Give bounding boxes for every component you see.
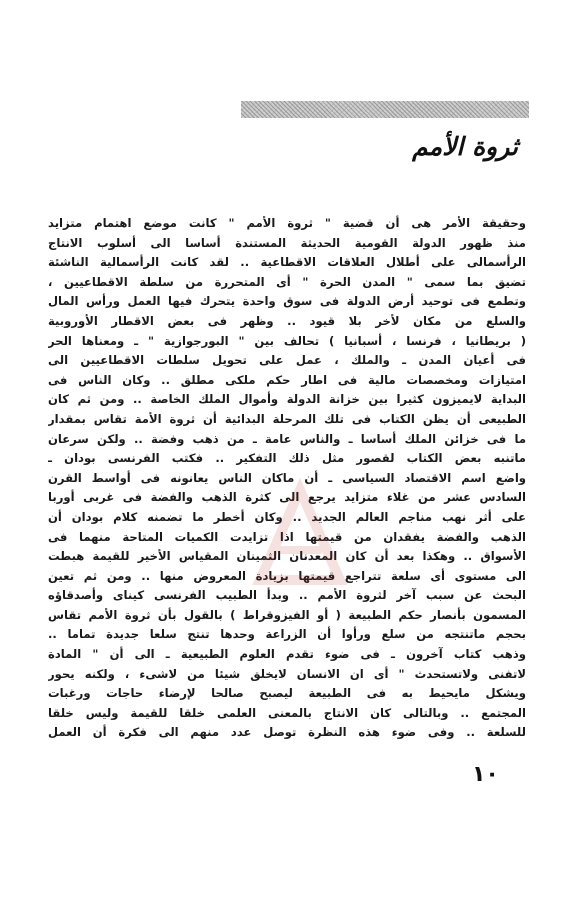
text-line: السادس عشر من غلاء متزايد يرجع الى كثرة الذهب والفضة فى غربى أوربا: [48, 490, 526, 505]
text-line: الأسواق .. وهكذا بعد أن كان المعدنان الثمينان المقياس الأخير للقيمة هبطت: [48, 549, 526, 564]
text-line: لاتفنى ولاتستحدث " أى ان الانسان لايخلق شيئا من لاشىء ، ولكنه يحور: [48, 666, 526, 681]
text-line: للسلعة .. وفى ضوء هذه النظرة توصل عدد منهم الى فكرة أن العمل: [48, 725, 526, 740]
text-line: وحقيقة الأمر هى أن قضية " ثروة الأمم " كانت موضع اهتمام متزايد: [48, 216, 526, 230]
page-number: ١٠: [472, 762, 499, 787]
text-line: وذهب كتاب آخرون ـ فى ضوء تقدم العلوم الطبيعية ـ الى أن " المادة: [48, 647, 526, 662]
text-line: بحجم ماتنتجه من سلع ورأوا أن الزراعة وحدها تنتج سلعا جديدة تماما ..: [48, 627, 526, 642]
text-line: ( بريطانيا ، فرنسا ، أسبانيا ) تحالف بين " البورجوازية " ـ ومعناها الحر: [48, 333, 526, 348]
text-line: واضع اسم الاقتصاد السياسى ـ أن ماكان الناس يعانونه فى أواسط القرن: [48, 470, 526, 485]
chapter-header-band: [241, 101, 529, 118]
text-line: امتيازات ومخصصات مالية فى اطار حكم ملكى مطلق .. وكان الناس فى: [48, 372, 526, 387]
text-line: الطبيعى أن يظن الكتاب فى تلك المرحلة البدائية أن ثروة الأمة تقاس بمقدار: [48, 411, 526, 426]
text-line: الرأسمالى على أطلال العلاقات الاقطاعية .. لقد كانت الرأسمالية الناشئة: [48, 255, 526, 270]
text-line: البداية لايميزون كثيرا بين خزانة الدولة وأموال الملك الخاصة .. ومن ثم كان: [48, 392, 526, 407]
text-line: على أثر نهب مناجم العالم الجديد .. وكان أخطر ما تضمنه كلام بودان أن: [48, 509, 526, 524]
chapter-title: ثروة الأمم: [412, 132, 518, 161]
text-line: المجتمع .. وبالتالى كان الانتاج بالمعنى العلمى خلقا للقيمة وليس خلقا: [48, 705, 526, 720]
text-line: والسلع من مكان لأخر بلا قيود .. وظهر فى بعض الاقطار الأوروبية: [48, 313, 526, 328]
text-line: الى مستوى أى سلعة تتراجع قيمتها بزيادة المعروض منها .. ومن ثم تعين: [48, 568, 526, 583]
text-line: المسمون بأنصار حكم الطبيعة ( أو الفيزوقراط ) بالقول بأن ثروة الأمم تقاس: [48, 607, 526, 622]
text-line: تضيق بما سمى " المدن الحرة " أى المتحررة من سلطة الاقطاعيين ،: [48, 274, 526, 289]
text-line: البحث عن سبب آخر لثروة الأمم .. وبدأ الطبيب الفرنسى كيناى وأصدقاؤه: [48, 588, 526, 603]
text-line: الذهب والفضة يفقدان من قيمتها اذا تزايدت الكميات المتاحة منهما فى: [48, 529, 526, 544]
text-line: فى أعيان المدن ـ والملك ، عمل على تحويل سلطات الاقطاعيين الى: [48, 353, 526, 368]
text-line: ويشكل مايحيط به فى الطبيعة ليصبح صالحا لإرضاء حاجات ورغبات: [48, 686, 526, 701]
text-line: ما فى خزائن الملك أساسا ـ والناس عامة ـ من ذهب وفضة .. ولكن سرعان: [48, 431, 526, 446]
text-line: وتطمع فى توحيد أرض الدولة فى سوق واحدة يتحرك فيها العمل ورأس المال: [48, 294, 526, 309]
text-line: ماتنبه بعض الكتاب لقصور مثل ذلك التفكير .. فكتب الفرنسى بودان ـ: [48, 451, 526, 466]
text-line: منذ ظهور الدولة القومية الحديثة المستندة أساسا الى أسلوب الانتاج: [48, 235, 526, 250]
body-text: [48, 214, 526, 743]
